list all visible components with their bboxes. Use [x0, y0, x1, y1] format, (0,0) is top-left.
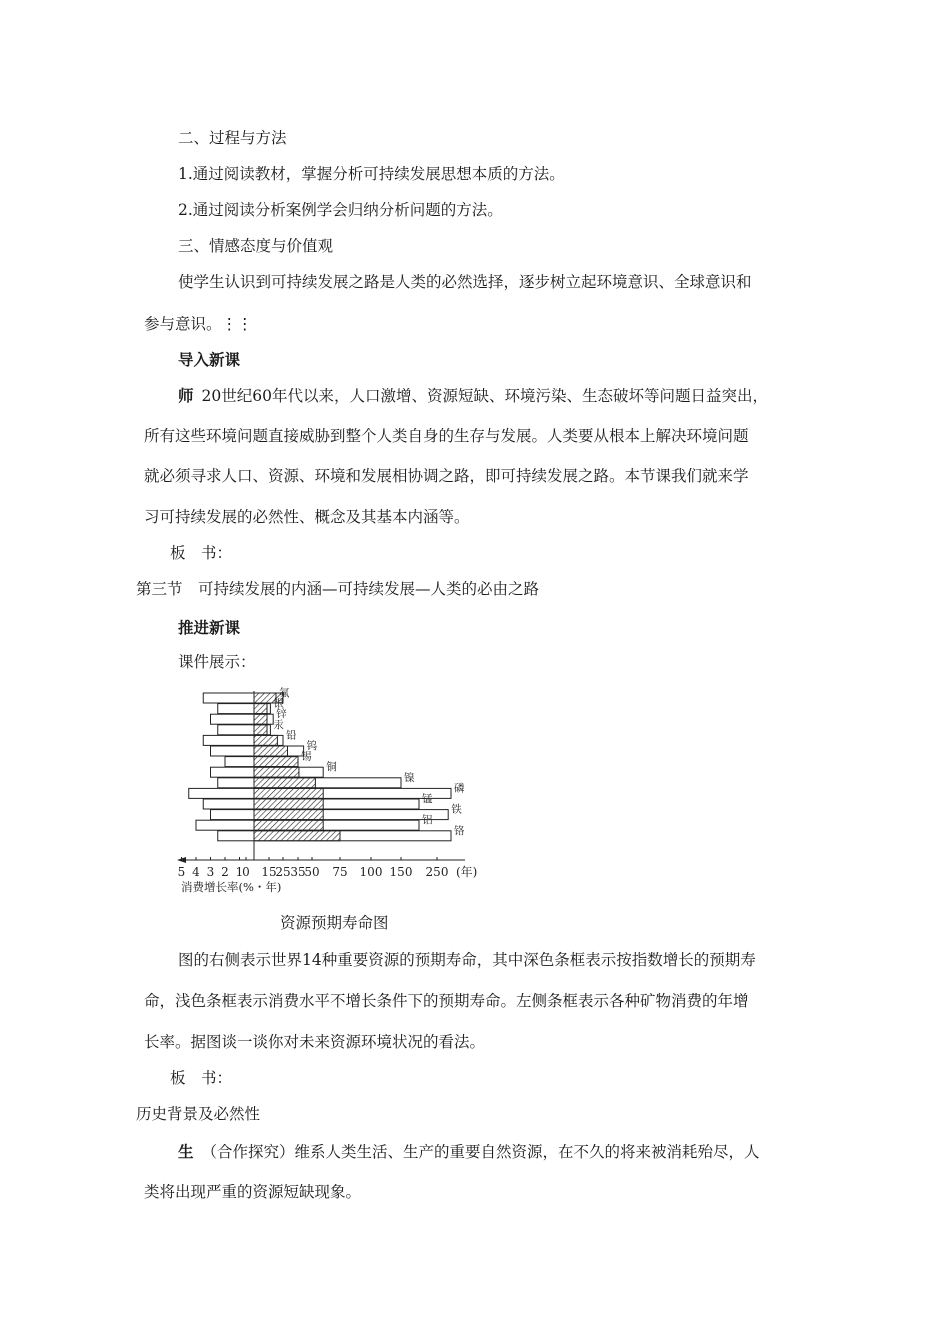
paragraph: 1.通过阅读教材，掌握分析可持续发展思想本质的方法。 [178, 165, 565, 183]
subsection-title: 历史背景及必然性 [136, 1105, 261, 1123]
exponential-lifetime-bar [254, 820, 323, 830]
x-tick-label: 2 [221, 865, 229, 879]
x-tick-label: 150 [389, 865, 413, 879]
x-tick-label: 250 [425, 865, 449, 879]
exponential-lifetime-bar [254, 799, 323, 809]
exponential-lifetime-bar [254, 831, 340, 841]
resource-label: 镍 [404, 771, 415, 784]
x-tick-label: 4 [192, 865, 200, 879]
section-heading-attitudes: 三、情感态度与价值观 [178, 237, 334, 255]
resource-label: 锌 [276, 708, 287, 721]
resource-label: 铜 [326, 761, 337, 774]
paragraph: 图的右侧表示世界14种重要资源的预期寿命，其中深色条框表示按指数增长的预期寿 [178, 951, 756, 969]
x-tick-label: 3 [206, 865, 215, 879]
heading-introduce-lesson: 导入新课 [178, 350, 241, 369]
growth-rate-bar [211, 810, 255, 820]
resource-label: 锡 [301, 750, 312, 763]
section-title: 第三节 可持续发展的内涵—可持续发展—人类的必由之路 [136, 580, 540, 598]
resource-lifetime-chart [175, 686, 495, 900]
growth-rate-bar [211, 714, 255, 724]
resource-label: 磷 [454, 782, 465, 795]
x-tick-label: 35 [290, 865, 306, 879]
courseware-label: 课件展示： [178, 653, 256, 671]
x-tick-label: 1 [235, 865, 244, 879]
growth-rate-bar [211, 746, 255, 756]
exponential-lifetime-bar [254, 757, 298, 767]
resource-label: 锰 [422, 793, 433, 805]
section-heading-process-methods: 二、过程与方法 [178, 129, 287, 147]
paragraph: 参与意识。⋮⋮ [144, 315, 253, 333]
paragraph: 使学生认识到可持续发展之路是人类的必然选择，逐步树立起环境意识、全球意识和 [178, 273, 752, 291]
board-label: 板 书： [170, 544, 233, 562]
resource-label: 汞 [273, 718, 284, 731]
paragraph: 所有这些环境问题直接威胁到整个人类自身的生存与发展。人类要从根本上解决环境问题 [144, 427, 749, 445]
growth-rate-bar [203, 693, 254, 703]
resource-label: 铝 [422, 814, 433, 827]
exponential-lifetime-bar [254, 725, 267, 735]
x-axis-title: 消费增长率(%・年) [181, 880, 282, 894]
resource-label: 铬 [454, 824, 465, 837]
x-tick-label: 50 [304, 865, 320, 879]
growth-rate-bar [225, 757, 254, 767]
paragraph-text: 20世纪60年代以来，人口激增、资源短缺、环境污染、生态破坏等问题日益突出， [201, 387, 768, 405]
paragraph [178, 386, 768, 406]
x-tick-label: 100 [359, 865, 383, 879]
x-axis-unit: (年) [456, 865, 478, 879]
exponential-lifetime-bar [254, 746, 288, 756]
growth-rate-bar [189, 788, 254, 798]
resource-label: 氟 [279, 687, 290, 699]
x-tick-label: 25 [275, 865, 291, 879]
resource-label: 铁 [451, 803, 462, 816]
speaker-student: 生 [178, 1142, 194, 1161]
growth-rate-bar [218, 778, 254, 788]
exponential-lifetime-bar [254, 810, 323, 820]
speaker-teacher: 师 [178, 386, 194, 405]
x-tick-label: 5 [177, 865, 186, 879]
exponential-lifetime-bar [254, 735, 277, 745]
resource-label: 钨 [306, 740, 318, 752]
paragraph: 长率。据图谈一谈你对未来资源环境状况的看法。 [144, 1033, 486, 1051]
exponential-lifetime-bar [254, 714, 267, 724]
paragraph [178, 1142, 760, 1162]
growth-rate-bar [218, 831, 254, 841]
x-tick-label: 15 [261, 865, 277, 879]
exponential-lifetime-bar [254, 788, 323, 798]
resource-label: 铅 [286, 729, 297, 742]
paragraph: 类将出现严重的资源短缺现象。 [144, 1183, 362, 1201]
x-tick-label: 0 [242, 865, 250, 879]
board-label: 板 书： [170, 1069, 233, 1087]
resource-label: 银 [273, 697, 284, 710]
chart-caption: 资源预期寿命图 [280, 914, 389, 932]
growth-rate-bar [203, 735, 254, 745]
growth-rate-bar [218, 725, 254, 735]
heading-new-lesson: 推进新课 [178, 618, 241, 637]
growth-rate-bar [203, 799, 254, 809]
growth-rate-bar [218, 704, 254, 714]
paragraph-text: （合作探究）维系人类生活、生产的重要自然资源，在不久的将来被消耗殆尽，人 [201, 1143, 760, 1161]
growth-rate-bar [211, 767, 255, 777]
paragraph: 命，浅色条框表示消费水平不增长条件下的预期寿命。左侧条框表示各种矿物消费的年增 [144, 992, 749, 1010]
paragraph: 2.通过阅读分析案例学会归纳分析问题的方法。 [178, 201, 503, 219]
exponential-lifetime-bar [254, 778, 315, 788]
growth-rate-bar [196, 820, 254, 830]
exponential-lifetime-bar [254, 704, 267, 714]
paragraph: 就必须寻求人口、资源、环境和发展相协调之路，即可持续发展之路。本节课我们就来学 [144, 467, 749, 485]
x-tick-label: 75 [332, 865, 348, 879]
exponential-lifetime-bar [254, 767, 299, 777]
paragraph: 习可持续发展的必然性、概念及其基本内涵等。 [144, 508, 470, 526]
